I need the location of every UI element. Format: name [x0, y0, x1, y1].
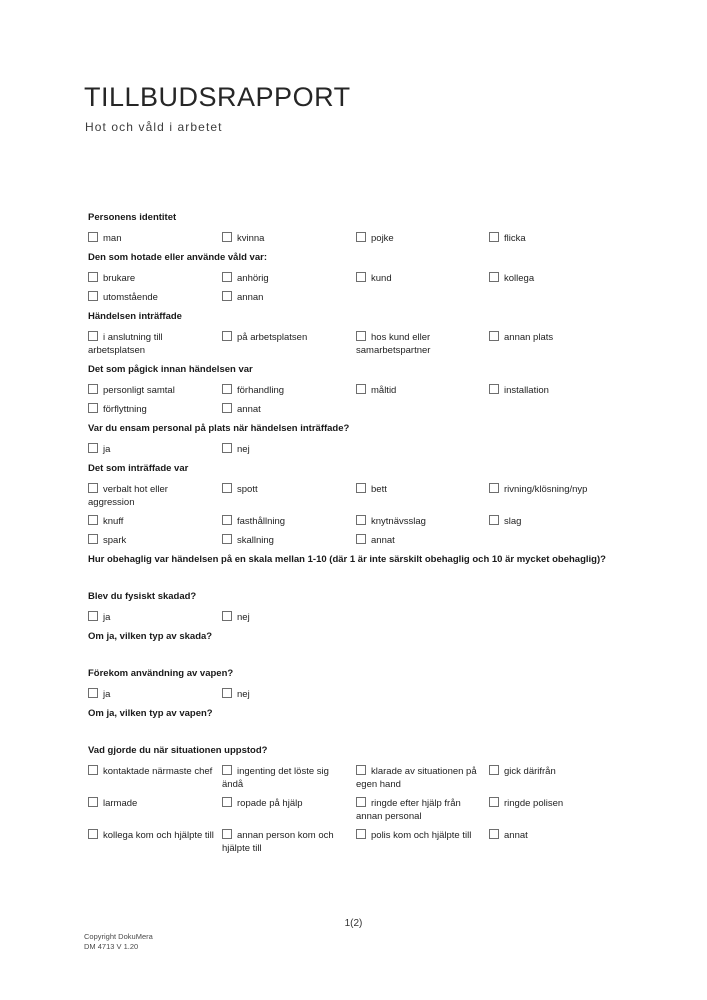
- checkbox-label: hos kund eller samarbetspartner: [356, 332, 431, 356]
- checkbox-option[interactable]: [88, 272, 222, 285]
- checkbox-option[interactable]: [356, 232, 489, 245]
- form-body: [88, 211, 621, 861]
- checkbox-label: klarade av situationen på egen hand: [356, 766, 477, 790]
- checkbox-label: ropade på hjälp: [237, 798, 303, 809]
- checkbox-icon[interactable]: [222, 483, 232, 493]
- checkbox-option[interactable]: [88, 534, 222, 547]
- checkbox-label: gick därifrån: [504, 766, 556, 777]
- checkbox-icon[interactable]: [356, 232, 366, 242]
- checkbox-option[interactable]: [222, 765, 356, 791]
- checkbox-option[interactable]: [222, 331, 356, 344]
- checkbox-icon[interactable]: [88, 797, 98, 807]
- checkbox-icon[interactable]: [88, 688, 98, 698]
- checkbox-option[interactable]: [222, 515, 356, 528]
- section-heading: Om ja, vilken typ av vapen?: [88, 708, 213, 719]
- checkbox-label: annat: [504, 830, 528, 841]
- checkbox-icon[interactable]: [489, 384, 499, 394]
- checkbox-label: rivning/klösning/nyp: [504, 484, 588, 495]
- checkbox-label: annat: [371, 535, 395, 546]
- checkbox-option[interactable]: [489, 483, 621, 496]
- checkbox-label: pojke: [371, 233, 394, 244]
- checkbox-row: [88, 483, 621, 509]
- checkbox-label: nej: [237, 444, 250, 455]
- checkbox-option[interactable]: [88, 331, 222, 357]
- checkbox-icon[interactable]: [88, 403, 98, 413]
- checkbox-icon[interactable]: [356, 483, 366, 493]
- checkbox-option[interactable]: [88, 765, 222, 778]
- checkbox-option[interactable]: [88, 403, 222, 416]
- copyright-text: Copyright DokuMera: [84, 932, 153, 941]
- checkbox-icon[interactable]: [356, 797, 366, 807]
- checkbox-option[interactable]: [222, 403, 356, 416]
- checkbox-label: ja: [103, 444, 111, 455]
- checkbox-label: ja: [103, 689, 111, 700]
- checkbox-option[interactable]: [222, 534, 356, 547]
- checkbox-icon[interactable]: [222, 403, 232, 413]
- checkbox-icon[interactable]: [356, 515, 366, 525]
- checkbox-icon[interactable]: [222, 611, 232, 621]
- checkbox-icon[interactable]: [88, 611, 98, 621]
- answer-space: [88, 651, 621, 667]
- checkbox-label: anhörig: [237, 273, 269, 284]
- checkbox-icon[interactable]: [489, 829, 499, 839]
- checkbox-row: [88, 232, 621, 245]
- checkbox-icon[interactable]: [356, 384, 366, 394]
- checkbox-row: [88, 797, 621, 823]
- checkbox-option[interactable]: [356, 384, 489, 397]
- checkbox-label: skallning: [237, 535, 274, 546]
- checkbox-icon[interactable]: [222, 515, 232, 525]
- checkbox-option[interactable]: [489, 797, 621, 810]
- checkbox-row: [88, 331, 621, 357]
- checkbox-icon[interactable]: [88, 483, 98, 493]
- checkbox-icon[interactable]: [222, 443, 232, 453]
- checkbox-label: annan person kom och hjälpte till: [222, 830, 334, 854]
- checkbox-icon[interactable]: [356, 829, 366, 839]
- checkbox-icon[interactable]: [222, 688, 232, 698]
- checkbox-icon[interactable]: [222, 797, 232, 807]
- section-heading: Det som pågick innan händelsen var: [88, 364, 253, 375]
- checkbox-option[interactable]: [222, 611, 356, 624]
- checkbox-icon[interactable]: [489, 515, 499, 525]
- checkbox-option[interactable]: [88, 611, 222, 624]
- checkbox-label: fasthållning: [237, 516, 286, 527]
- checkbox-option[interactable]: [222, 797, 356, 810]
- checkbox-label: ja: [103, 612, 111, 623]
- checkbox-label: flicka: [504, 233, 526, 244]
- checkbox-icon[interactable]: [356, 765, 366, 775]
- checkbox-option[interactable]: [356, 797, 489, 823]
- checkbox-label: förflyttning: [103, 404, 147, 415]
- checkbox-label: på arbetsplatsen: [237, 332, 308, 343]
- checkbox-label: i anslutning till arbetsplatsen: [88, 332, 163, 356]
- checkbox-option[interactable]: [356, 829, 489, 842]
- section-heading: Blev du fysiskt skadad?: [88, 591, 197, 602]
- checkbox-label: slag: [504, 516, 522, 527]
- checkbox-label: brukare: [103, 273, 136, 284]
- checkbox-option[interactable]: [489, 272, 621, 285]
- checkbox-label: kollega: [504, 273, 535, 284]
- checkbox-label: ringde polisen: [504, 798, 564, 809]
- checkbox-label: utomstående: [103, 292, 158, 303]
- checkbox-icon[interactable]: [88, 443, 98, 453]
- checkbox-label: knytnävsslag: [371, 516, 426, 527]
- checkbox-option[interactable]: [88, 384, 222, 397]
- checkbox-icon[interactable]: [222, 829, 232, 839]
- checkbox-label: bett: [371, 484, 387, 495]
- document-version: DM 4713 V 1.20: [84, 942, 139, 951]
- section-heading: Var du ensam personal på plats när händelsen inträffade?: [88, 423, 350, 434]
- section-heading: Hur obehaglig var händelsen på en skala mellan 1-10 (där 1 är inte särskilt obehaglig och 10 är mycket obehaglig)?: [88, 554, 606, 565]
- checkbox-label: måltid: [371, 385, 397, 396]
- checkbox-icon[interactable]: [222, 291, 232, 301]
- checkbox-option[interactable]: [489, 232, 621, 245]
- checkbox-row: [88, 291, 621, 304]
- checkbox-icon[interactable]: [489, 272, 499, 282]
- document-title: TILLBUDSRAPPORT: [84, 82, 351, 112]
- checkbox-row: [88, 611, 621, 624]
- checkbox-option[interactable]: [222, 483, 356, 496]
- section-heading: Vad gjorde du när situationen uppstod?: [88, 745, 268, 756]
- checkbox-label: kvinna: [237, 233, 265, 244]
- footer: [84, 932, 153, 952]
- checkbox-option[interactable]: [88, 291, 222, 304]
- checkbox-option[interactable]: [489, 331, 621, 344]
- checkbox-option[interactable]: [222, 291, 356, 304]
- document-subtitle: Hot och våld i arbetet: [85, 120, 223, 134]
- checkbox-icon[interactable]: [222, 534, 232, 544]
- checkbox-option[interactable]: [88, 797, 222, 810]
- answer-space: [88, 574, 621, 590]
- checkbox-icon[interactable]: [222, 331, 232, 341]
- checkbox-icon[interactable]: [489, 232, 499, 242]
- checkbox-label: ingenting det löste sig ändå: [222, 766, 329, 790]
- checkbox-icon[interactable]: [356, 272, 366, 282]
- checkbox-icon[interactable]: [489, 765, 499, 775]
- checkbox-row: [88, 534, 621, 547]
- checkbox-icon[interactable]: [88, 232, 98, 242]
- section-heading: Den som hotade eller använde våld var:: [88, 252, 267, 263]
- checkbox-icon[interactable]: [222, 765, 232, 775]
- checkbox-row: [88, 765, 621, 791]
- checkbox-option[interactable]: [88, 483, 222, 509]
- checkbox-icon[interactable]: [88, 331, 98, 341]
- checkbox-option[interactable]: [489, 384, 621, 397]
- checkbox-option[interactable]: [88, 443, 222, 456]
- checkbox-option[interactable]: [88, 688, 222, 701]
- checkbox-icon[interactable]: [222, 384, 232, 394]
- checkbox-label: annan: [237, 292, 264, 303]
- section-heading: Förekom användning av vapen?: [88, 668, 234, 679]
- checkbox-option[interactable]: [489, 765, 621, 778]
- checkbox-label: larmade: [103, 798, 138, 809]
- checkbox-row: [88, 829, 621, 855]
- checkbox-label: spott: [237, 484, 258, 495]
- checkbox-icon[interactable]: [88, 291, 98, 301]
- checkbox-option[interactable]: [356, 331, 489, 357]
- checkbox-icon[interactable]: [88, 829, 98, 839]
- checkbox-label: man: [103, 233, 122, 244]
- answer-space: [88, 728, 621, 744]
- checkbox-label: nej: [237, 612, 250, 623]
- checkbox-label: knuff: [103, 516, 124, 527]
- checkbox-icon[interactable]: [222, 272, 232, 282]
- checkbox-option[interactable]: [222, 232, 356, 245]
- checkbox-option[interactable]: [222, 272, 356, 285]
- checkbox-option[interactable]: [489, 829, 621, 842]
- checkbox-label: nej: [237, 689, 250, 700]
- checkbox-row: [88, 515, 621, 528]
- checkbox-icon[interactable]: [88, 765, 98, 775]
- checkbox-option[interactable]: [222, 829, 356, 855]
- checkbox-icon[interactable]: [88, 515, 98, 525]
- checkbox-option[interactable]: [88, 829, 222, 842]
- checkbox-label: kontaktade närmaste chef: [103, 766, 213, 777]
- checkbox-label: verbalt hot eller aggression: [88, 484, 168, 508]
- checkbox-label: kund: [371, 273, 392, 284]
- checkbox-label: personligt samtal: [103, 385, 175, 396]
- checkbox-label: installation: [504, 385, 549, 396]
- checkbox-option[interactable]: [356, 272, 489, 285]
- checkbox-row: [88, 443, 621, 456]
- checkbox-option[interactable]: [222, 688, 356, 701]
- checkbox-icon[interactable]: [222, 232, 232, 242]
- checkbox-icon[interactable]: [356, 534, 366, 544]
- checkbox-label: kollega kom och hjälpte till: [103, 830, 214, 841]
- checkbox-label: ringde efter hjälp från annan personal: [356, 798, 461, 822]
- checkbox-option[interactable]: [88, 515, 222, 528]
- checkbox-option[interactable]: [489, 515, 621, 528]
- checkbox-icon[interactable]: [489, 483, 499, 493]
- checkbox-option[interactable]: [356, 483, 489, 496]
- checkbox-row: [88, 403, 621, 416]
- checkbox-icon[interactable]: [88, 384, 98, 394]
- section-heading: Det som inträffade var: [88, 463, 189, 474]
- checkbox-option[interactable]: [222, 384, 356, 397]
- checkbox-label: annan plats: [504, 332, 554, 343]
- checkbox-label: polis kom och hjälpte till: [371, 830, 472, 841]
- checkbox-label: spark: [103, 535, 127, 546]
- checkbox-label: förhandling: [237, 385, 285, 396]
- checkbox-row: [88, 688, 621, 701]
- checkbox-row: [88, 272, 621, 285]
- checkbox-icon[interactable]: [489, 331, 499, 341]
- checkbox-option[interactable]: [356, 534, 489, 547]
- checkbox-icon[interactable]: [356, 331, 366, 341]
- checkbox-icon[interactable]: [88, 272, 98, 282]
- checkbox-icon[interactable]: [88, 534, 98, 544]
- checkbox-row: [88, 384, 621, 397]
- checkbox-option[interactable]: [88, 232, 222, 245]
- checkbox-option[interactable]: [222, 443, 356, 456]
- section-heading: Personens identitet: [88, 212, 177, 223]
- checkbox-label: annat: [237, 404, 261, 415]
- checkbox-icon[interactable]: [489, 797, 499, 807]
- section-heading: Händelsen inträffade: [88, 311, 182, 322]
- page-number: 1(2): [344, 918, 363, 929]
- section-heading: Om ja, vilken typ av skada?: [88, 631, 213, 642]
- checkbox-option[interactable]: [356, 765, 489, 791]
- checkbox-option[interactable]: [356, 515, 489, 528]
